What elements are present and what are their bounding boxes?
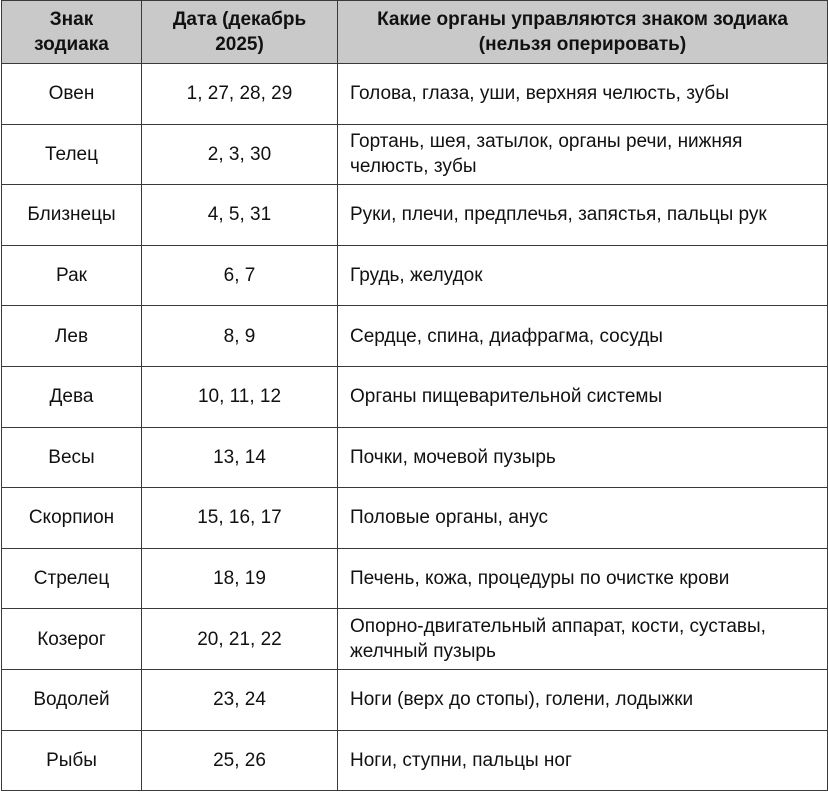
cell-organs: Голова, глаза, уши, верхняя челюсть, зубы [338,64,828,125]
table-row [2,730,828,791]
cell-organs: Гортань, шея, затылок, органы речи, нижняя челюсть, зубы [338,124,828,185]
table-row [2,124,828,185]
cell-dates: 15, 16, 17 [142,488,338,549]
cell-sign: Рыбы [2,730,142,791]
header-sign: Знак зодиака [2,1,142,64]
cell-organs: Руки, плечи, предплечья, запястья, пальцы рук [338,185,828,246]
header-date: Дата (декабрь 2025) [142,1,338,64]
table-row [2,488,828,549]
cell-dates: 4, 5, 31 [142,185,338,246]
cell-sign: Стрелец [2,548,142,609]
cell-sign: Близнецы [2,185,142,246]
cell-sign: Рак [2,245,142,306]
cell-dates: 25, 26 [142,730,338,791]
cell-organs: Печень, кожа, процедуры по очистке крови [338,548,828,609]
table-row [2,609,828,670]
table-row [2,669,828,730]
header-row [2,1,828,64]
cell-organs: Ноги, ступни, пальцы ног [338,730,828,791]
cell-dates: 18, 19 [142,548,338,609]
cell-organs: Органы пищеварительной системы [338,366,828,427]
table-row [2,306,828,367]
cell-sign: Весы [2,427,142,488]
cell-sign: Козерог [2,609,142,670]
cell-dates: 6, 7 [142,245,338,306]
cell-dates: 8, 9 [142,306,338,367]
cell-dates: 20, 21, 22 [142,609,338,670]
cell-sign: Дева [2,366,142,427]
cell-organs: Почки, мочевой пузырь [338,427,828,488]
table-row [2,427,828,488]
table-row [2,366,828,427]
cell-organs: Половые органы, анус [338,488,828,549]
cell-sign: Овен [2,64,142,125]
cell-dates: 23, 24 [142,669,338,730]
cell-organs: Грудь, желудок [338,245,828,306]
cell-dates: 13, 14 [142,427,338,488]
cell-sign: Телец [2,124,142,185]
cell-sign: Скорпион [2,488,142,549]
cell-organs: Опорно-двигательный аппарат, кости, суставы, желчный пузырь [338,609,828,670]
header-organs: Какие органы управляются знаком зодиака (нельзя оперировать) [338,1,828,64]
cell-sign: Водолей [2,669,142,730]
cell-sign: Лев [2,306,142,367]
table-row [2,548,828,609]
table-row [2,245,828,306]
cell-dates: 10, 11, 12 [142,366,338,427]
cell-dates: 2, 3, 30 [142,124,338,185]
table-row [2,185,828,246]
table-row [2,64,828,125]
cell-dates: 1, 27, 28, 29 [142,64,338,125]
cell-organs: Сердце, спина, диафрагма, сосуды [338,306,828,367]
cell-organs: Ноги (верх до стопы), голени, лодыжки [338,669,828,730]
zodiac-organs-table [1,0,828,791]
